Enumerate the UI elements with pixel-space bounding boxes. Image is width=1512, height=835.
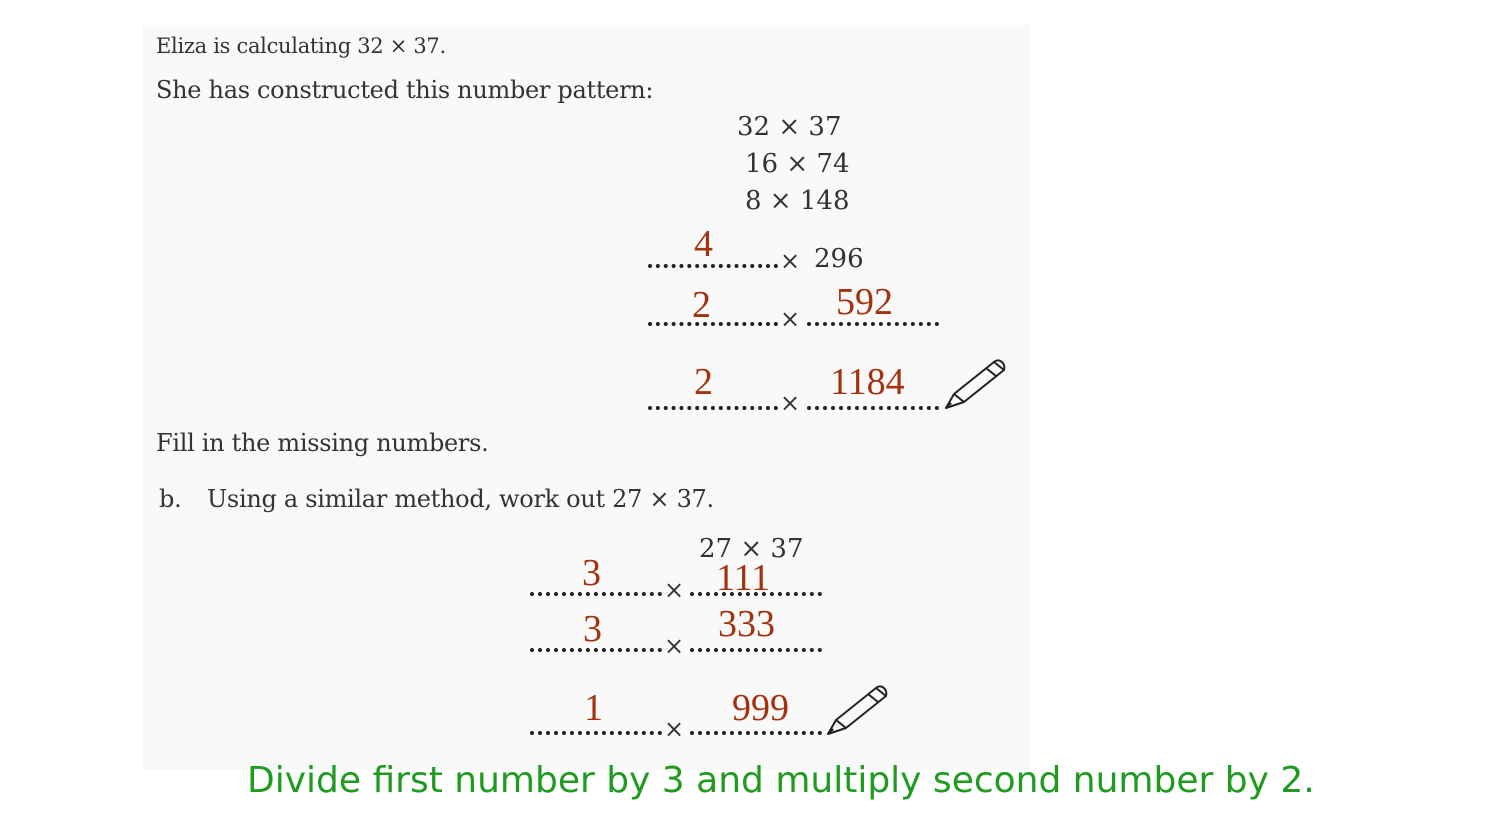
pen-icon: [822, 682, 892, 740]
method-note: Divide first number by 3 and multiply second number by 2.: [247, 760, 1315, 801]
times-sign: ×: [780, 305, 801, 333]
handwritten-answer: 333: [718, 603, 775, 645]
answer-blank[interactable]: [807, 406, 939, 410]
pattern-line-1: 32 × 37: [737, 112, 842, 142]
handwritten-answer: 2: [694, 361, 713, 403]
pattern-line-2: 16 × 74: [745, 149, 850, 179]
handwritten-answer: 2: [692, 284, 711, 326]
handwritten-answer: 1184: [830, 361, 905, 403]
handwritten-answer: 3: [583, 608, 602, 650]
given-value: 296: [814, 244, 864, 274]
pattern-line-3: 8 × 148: [745, 186, 850, 216]
handwritten-answer: 4: [694, 223, 713, 265]
answer-blank[interactable]: [648, 406, 778, 410]
times-sign: ×: [664, 632, 685, 660]
question-text: Using a similar method, work out 27 × 37.: [207, 485, 714, 513]
handwritten-answer: 111: [716, 557, 771, 599]
intro-line-1: Eliza is calculating 32 × 37.: [156, 34, 446, 58]
pen-icon: [940, 356, 1010, 414]
handwritten-answer: 592: [836, 281, 893, 323]
instruction: Fill in the missing numbers.: [156, 429, 489, 457]
question-label: b.: [159, 485, 182, 513]
answer-blank[interactable]: [530, 731, 662, 735]
answer-blank[interactable]: [648, 264, 778, 268]
answer-blank[interactable]: [690, 648, 822, 652]
times-sign: ×: [664, 715, 685, 743]
times-sign: ×: [664, 576, 685, 604]
pattern-start: 27 × 37: [699, 534, 804, 564]
handwritten-answer: 999: [732, 687, 789, 729]
handwritten-answer: 3: [582, 552, 601, 594]
answer-blank[interactable]: [690, 731, 822, 735]
times-sign: ×: [780, 389, 801, 417]
intro-line-2: She has constructed this number pattern:: [156, 76, 654, 104]
handwritten-answer: 1: [584, 687, 603, 729]
times-sign: ×: [780, 247, 801, 275]
answer-blank[interactable]: [648, 322, 778, 326]
